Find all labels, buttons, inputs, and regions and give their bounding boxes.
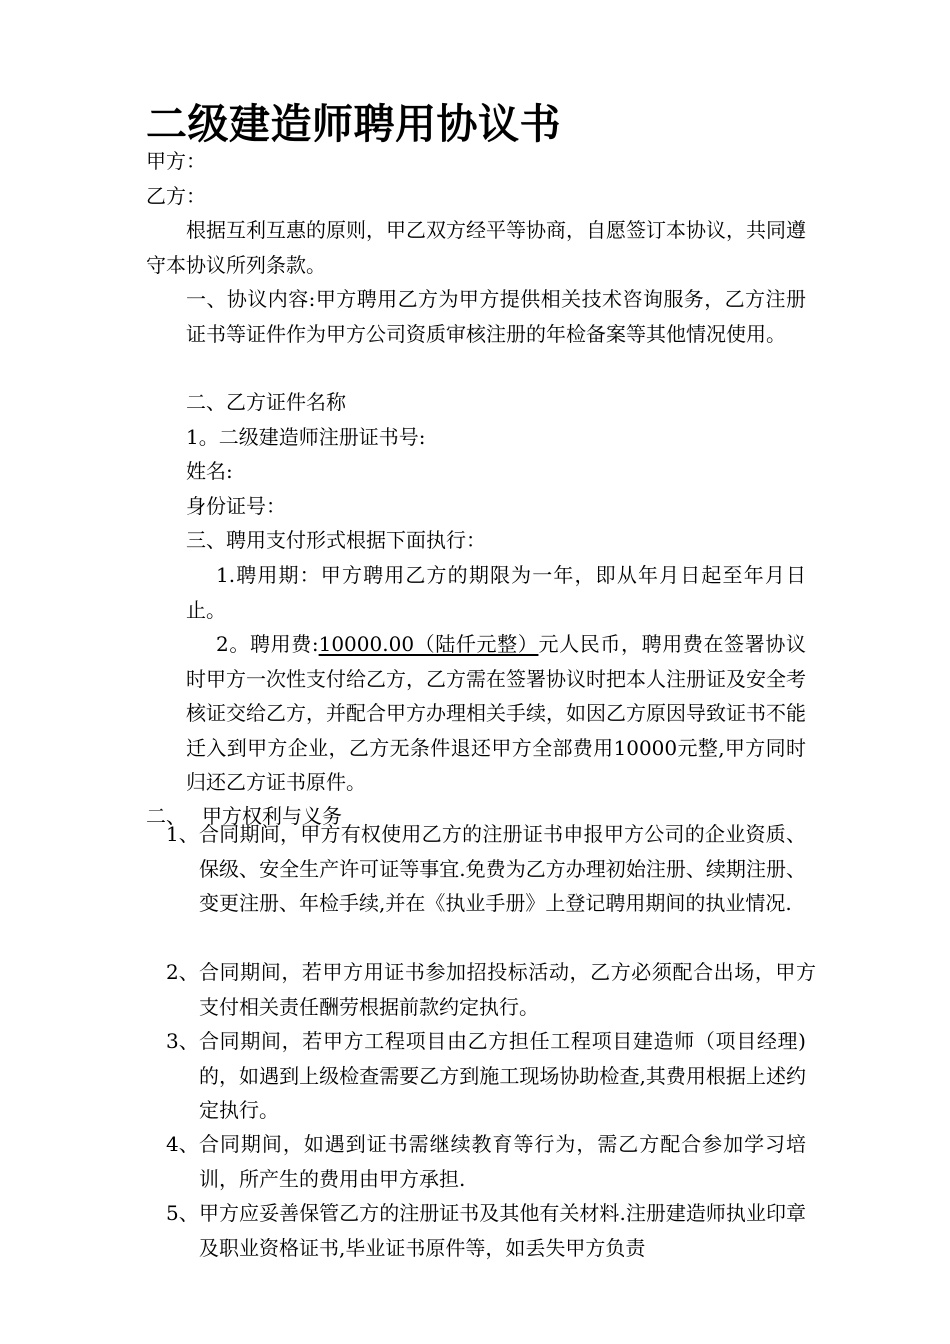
intro-paragraph: 根据互利互惠的原则，甲乙双方经平等协商，自愿签订本协议，共同遵守本协议所列条款。 <box>146 218 806 277</box>
party-a-label: 甲方： <box>146 149 206 173</box>
cert-section-heading: 二、乙方证件名称 <box>186 390 346 414</box>
rights-item-number: 1、 <box>166 822 199 846</box>
rights-heading-text: 甲方权利与义务 <box>202 804 342 828</box>
rights-item-text: 合同期间，若甲方用证书参加招投标活动，乙方必须配合出场，甲方支付相关责任酬劳根据前款约定执行。 <box>199 960 816 1019</box>
payment-period-paragraph: 1.聘用期：甲方聘用乙方的期限为一年，即从年月日起至年月日止。 <box>186 563 806 622</box>
name-label: 姓名: <box>186 459 233 483</box>
document-title: 二级建造师聘用协议书 <box>146 100 561 148</box>
payment-fee-text: 元人民币，聘用费在签署协议时甲方一次性支付给乙方，乙方需在签署协议时把本人注册证及安全考核证交给乙方，并配合甲方办理相关手续，如因乙方原因导致证书不能迁入到甲方企业，乙方无条件退还甲方全部费用10000元整,甲方同时归还乙方证书原件。 <box>186 632 806 794</box>
rights-item-number: 5、 <box>166 1201 199 1225</box>
rights-item-number: 4、 <box>166 1132 199 1156</box>
id-number-label: 身份证号： <box>186 494 286 518</box>
party-b-label: 乙方： <box>146 184 206 208</box>
payment-section-heading: 三、聘用支付形式根据下面执行： <box>186 528 486 552</box>
payment-fee-paragraph <box>186 627 806 800</box>
rights-item-number: 3、 <box>166 1029 199 1053</box>
rights-heading-number: 二、 <box>146 804 186 828</box>
rights-item-text: 合同期间，如遇到证书需继续教育等行为，需乙方配合参加学习培训，所产生的费用由甲方承担. <box>199 1132 806 1191</box>
rights-item-text: 甲方应妥善保管乙方的注册证书及其他有关材料.注册建造师执业印章及职业资格证书,毕业证书原件等，如丢失甲方负责 <box>199 1201 806 1260</box>
agreement-content-paragraph: 一、协议内容:甲方聘用乙方为甲方提供相关技术咨询服务，乙方注册证书等证件作为甲方公司资质审核注册的年检备案等其他情况使用。 <box>186 287 806 346</box>
payment-fee-amount: 10000.00（陆仟元整） <box>318 632 539 656</box>
rights-item-text: 合同期间，甲方有权使用乙方的注册证书申报甲方公司的企业资质、保级、安全生产许可证等事宜.免费为乙方办理初始注册、续期注册、变更注册、年检手续,并在《执业手册》上登记聘用期间的执业情况. <box>199 822 806 915</box>
rights-item-text: 合同期间，若甲方工程项目由乙方担任工程项目建造师（项目经理)的，如遇到上级检查需要乙方到施工现场协助检查,其费用根据上述约定执行。 <box>199 1029 806 1122</box>
rights-item-number: 2、 <box>166 960 199 984</box>
payment-fee-prefix: 2。聘用费: <box>216 632 319 656</box>
cert-number-label: 1。二级建造师注册证书号: <box>186 425 426 449</box>
